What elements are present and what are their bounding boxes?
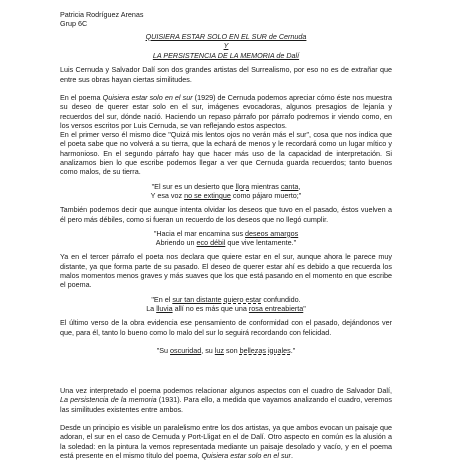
quote-line: Y esa voz no se extingue como pájaro muerto;" xyxy=(150,190,302,200)
poem-title: Quisiera estar solo en el sur xyxy=(102,92,193,102)
paragraph-desires: También podemos decir que aunque intenta olvidar los deseos que tuvo en el pasado, éstos vuelven a él pero más débiles, como si fueran un recuerdo de los deseos que no llegó cumplir. xyxy=(60,205,392,224)
paragraph-poem-intro xyxy=(60,93,392,130)
quote-2 xyxy=(60,229,392,248)
document-title xyxy=(60,32,392,61)
author-name: Patricia Rodríguez Arenas xyxy=(60,10,144,19)
title-line-2: Y xyxy=(223,41,229,51)
quote-line: "Hacia el mar encamina sus deseos amargos xyxy=(153,228,299,238)
paragraph-last-verse: El último verso de la obra evidencia ese pensamiento de conformidad con el pasado, dejándonos ver que, para él, tanto lo bueno como lo malo del sur lo seguirá recordando con felicidad. xyxy=(60,318,392,337)
quote-line: "El sur es un desierto que llora mientras canta, xyxy=(151,181,301,191)
paragraph-first-verse: En el primer verso él mismo dice "Quizá mis lentos ojos no verán más el sur", cosa que nos indica que el poeta sabe que no volverá a su tierra, que la echará de menos y le recordará como un lugar mítico y harmonioso. En el segundo párrafo hay que hacer más uso de la capacidad de interpretación. Si analizamos bien lo que escribe podemos llegar a ver que Cernuda guarda recuerdos; tanto buenos como malos, de su tierra. xyxy=(60,130,392,177)
quote-3 xyxy=(60,295,392,314)
title-line-1: QUISIERA ESTAR SOLO EN EL SUR de Cernuda xyxy=(145,31,307,41)
paragraph-third: Ya en el tercer párrafo el poeta nos declara que quiere estar en el sur, aunque ahora le parece muy distante, ya que forma parte de su pasado. El deseo de querer estar ahí es debido a que recuerda los malos momentos menos graves y más suaves que los que está pasando en el momento en que escribe el poema. xyxy=(60,252,392,290)
quote-line: La lluvia allí no es más que una rosa entreabierta" xyxy=(146,303,306,313)
group-name: Grup 6C xyxy=(60,19,88,29)
paragraph-parallel: Desde un principio es visible un paralelismo entre los dos artistas, ya que ambos evocan un paisaje que adoran, el sur en el caso de Cernuda y Port-Lligat en el de Dalí. Otro aspecto en común es la alusión a la soledad: en la pintura la vemos representada mediante un paisaje desolado y vacío, y en el poema está presente en el mismo título del poema, Quisiera estar solo en el sur. xyxy=(60,422,392,460)
paragraph-text: (1929) de Cernuda podemos apreciar cómo éste nos muestra su deseo de querer estar solo en el sur, imágenes evocadoras, algunos presagios de lejanía y recuerdos del sur, dónde nació. Haciendo un repaso párrafo por párrafo podremos ir viendo como, en los versos escritos por Luis Cernuda, se van reflejando estos aspectos. xyxy=(60,92,392,130)
paragraph-painting: Una vez interpretado el poema podemos relacionar algunos aspectos con el cuadro de Salvador Dalí, La persistencia de la memoria (1931). Para ello, a medida que vayamos analizando el cuadro, veremos las similitudes existentes entre ambos. xyxy=(60,386,392,414)
quote-1 xyxy=(60,182,392,201)
poem-title: Quisiera estar solo en el sur xyxy=(201,450,291,460)
quote-4 xyxy=(60,346,392,355)
painting-title: La persistencia de la memoria xyxy=(60,395,157,405)
quote-line: "En el sur tan distante quiero estar confundido. xyxy=(151,294,301,304)
paragraph-intro: Luis Cernuda y Salvador Dalí son dos grandes artistas del Surrealismo, por eso no es de extrañar que entre sus obras hayan ciertas similitudes. xyxy=(60,65,392,84)
quote-line: Abriendo un eco débil que vive lentamente." xyxy=(155,238,297,248)
title-line-3: LA PERSISTENCIA DE LA MEMORIA de Dalí xyxy=(152,50,300,60)
paragraph-text: En el poema xyxy=(60,92,103,102)
quote-line: "Su oscuridad, su luz son bellezas iguales." xyxy=(156,345,296,355)
